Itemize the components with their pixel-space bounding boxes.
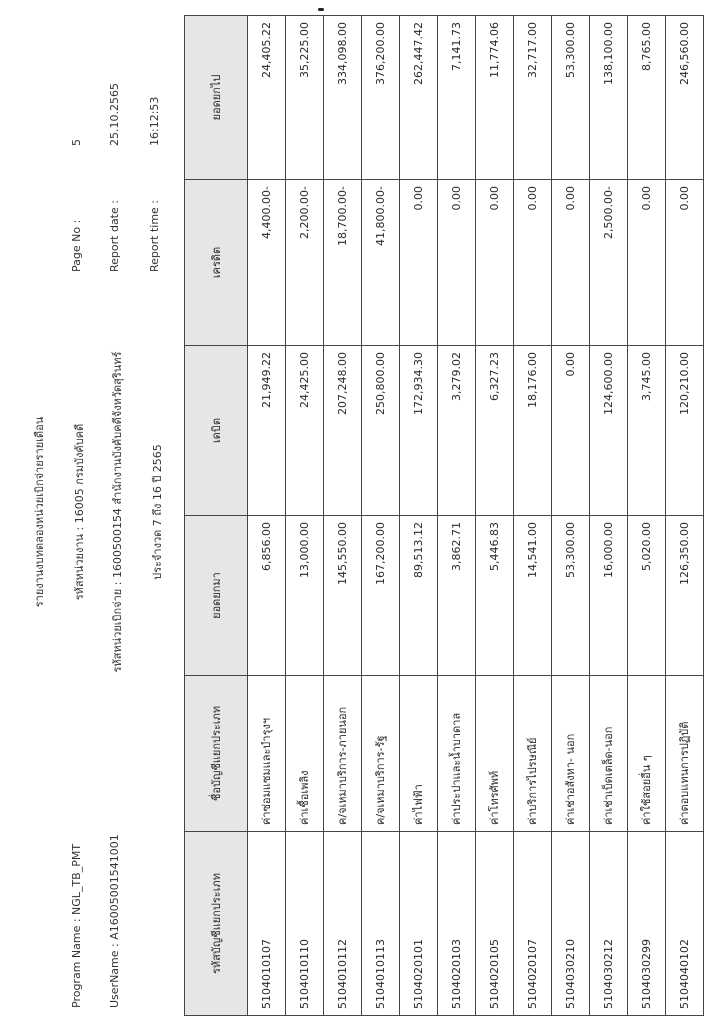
- table-header-row: [185, 16, 248, 1016]
- cell-credit: 0.00: [514, 180, 552, 346]
- cell-debit: 3,279.02: [438, 346, 476, 516]
- cell-account-name: ค/จเหมาบริการ-ภายนอก: [324, 676, 362, 832]
- cell-carried-forward: 32,717.00: [514, 16, 552, 180]
- cell-brought-forward: 145,550.00: [324, 516, 362, 676]
- scan-speck: [318, 8, 324, 11]
- col-header-credit: เครดิต: [185, 180, 248, 346]
- cell-account-code: 5104020105: [476, 832, 514, 1016]
- cell-credit: 0.00: [438, 180, 476, 346]
- cell-debit: 124,600.00: [590, 346, 628, 516]
- cell-brought-forward: 13,000.00: [286, 516, 324, 676]
- cell-credit: 0.00: [552, 180, 590, 346]
- page-no-label: Page No :: [70, 219, 83, 272]
- report-date-value: 25.10.2565: [108, 83, 121, 146]
- cell-carried-forward: 334,098.00: [324, 16, 362, 180]
- cell-brought-forward: 5,446.83: [476, 516, 514, 676]
- cell-debit: 250,800.00: [362, 346, 400, 516]
- cell-brought-forward: 14,541.00: [514, 516, 552, 676]
- report-date-label: Report date :: [108, 200, 121, 272]
- cell-carried-forward: 8,765.00: [628, 16, 666, 180]
- cell-account-code: 5104010110: [286, 832, 324, 1016]
- table-row: [248, 16, 286, 1016]
- table-row: [590, 16, 628, 1016]
- cell-debit: 207,248.00: [324, 346, 362, 516]
- cell-debit: 6,327.23: [476, 346, 514, 516]
- cell-account-code: 5104010113: [362, 832, 400, 1016]
- cell-account-name: ค่าใช้สอยอื่น ๆ: [628, 676, 666, 832]
- cell-account-name: ค่าโทรศัพท์: [476, 676, 514, 832]
- cell-account-name: ค่าเช่าอสังหา- นอก: [552, 676, 590, 832]
- table-body: [248, 16, 704, 1016]
- cell-brought-forward: 89,513.12: [400, 516, 438, 676]
- cell-account-code: 5104030210: [552, 832, 590, 1016]
- cell-brought-forward: 53,300.00: [552, 516, 590, 676]
- table-row: [666, 16, 704, 1016]
- cell-account-name: ค่าประปาและน้ำบาดาล: [438, 676, 476, 832]
- cell-brought-forward: 3,862.71: [438, 516, 476, 676]
- col-header-account-name: ชื่อบัญชีแยกประเภท: [185, 676, 248, 832]
- cell-account-code: 5104010107: [248, 832, 286, 1016]
- table-row: [286, 16, 324, 1016]
- table-row: [324, 16, 362, 1016]
- cell-brought-forward: 6,856.00: [248, 516, 286, 676]
- table-row: [552, 16, 590, 1016]
- cell-credit: 0.00: [400, 180, 438, 346]
- cell-brought-forward: 5,020.00: [628, 516, 666, 676]
- period: ประจำงวด 7 ถึง 16 ปี 2565: [151, 444, 164, 580]
- username-text: UserName : A1600500154​1001: [108, 834, 121, 1008]
- disbursing-unit: รหัสหน่วยเบิกจ่าย : 1600500154 สำนักงานบังคับคดีจังหวัดสุรินทร์: [111, 351, 124, 673]
- table-row: [438, 16, 476, 1016]
- page-no-value: 5: [70, 139, 83, 146]
- table-row: [476, 16, 514, 1016]
- cell-carried-forward: 138,100.00: [590, 16, 628, 180]
- cell-debit: 3,745.00: [628, 346, 666, 516]
- trial-balance-table: [184, 15, 704, 1016]
- cell-carried-forward: 376,200.00: [362, 16, 400, 180]
- cell-debit: 24,425.00: [286, 346, 324, 516]
- cell-credit: 0.00: [666, 180, 704, 346]
- cell-credit: 18,700.00-: [324, 180, 362, 346]
- cell-account-name: ค่าไฟฟ้า: [400, 676, 438, 832]
- cell-account-code: 5104040102: [666, 832, 704, 1016]
- cell-account-code: 5104030212: [590, 832, 628, 1016]
- cell-account-code: 5104020101: [400, 832, 438, 1016]
- cell-brought-forward: 167,200.00: [362, 516, 400, 676]
- cell-debit: 120,210.00: [666, 346, 704, 516]
- cell-account-name: ค่าเช่าเบ็ดเตล็ด-นอก: [590, 676, 628, 832]
- cell-account-name: ค่าตอบแทนการปฏิบัติ: [666, 676, 704, 832]
- cell-account-code: 5104020103: [438, 832, 476, 1016]
- cell-account-code: 5104010112: [324, 832, 362, 1016]
- cell-credit: 0.00: [476, 180, 514, 346]
- table-row: [514, 16, 552, 1016]
- program-name-text: Program Name : NGL_TB_PMT: [70, 843, 83, 1008]
- col-header-carried-forward: ยอดยกไป: [185, 16, 248, 180]
- cell-debit: 18,176.00: [514, 346, 552, 516]
- cell-credit: 41,800.00-: [362, 180, 400, 346]
- cell-brought-forward: 126,350.00: [666, 516, 704, 676]
- cell-account-name: ค่าซ่อมแซมและบำรุงฯ: [248, 676, 286, 832]
- cell-carried-forward: 262,447.42: [400, 16, 438, 180]
- cell-credit: 4,400.00-: [248, 180, 286, 346]
- cell-debit: 172,934.30: [400, 346, 438, 516]
- report-time-value: 16:12:53: [148, 96, 161, 146]
- cell-debit: 0.00: [552, 346, 590, 516]
- cell-carried-forward: 35,225.00: [286, 16, 324, 180]
- cell-brought-forward: 16,000.00: [590, 516, 628, 676]
- cell-carried-forward: 11,774.06: [476, 16, 514, 180]
- col-header-brought-forward: ยอดยกมา: [185, 516, 248, 676]
- report-time-label: Report time :: [148, 199, 161, 272]
- col-header-debit: เดบิต: [185, 346, 248, 516]
- col-header-account-code: รหัสบัญชีแยกประเภท: [185, 832, 248, 1016]
- cell-carried-forward: 24,405.22: [248, 16, 286, 180]
- table-row: [362, 16, 400, 1016]
- report-title: รายงานงบทดลองหน่วยเบิกจ่ายรายเดือน: [33, 416, 46, 608]
- cell-carried-forward: 53,300.00: [552, 16, 590, 180]
- cell-debit: 21,949.22: [248, 346, 286, 516]
- agency-code: รหัสหน่วยงาน : 16005 กรมบังคับคดี: [73, 423, 86, 601]
- cell-account-name: ค่าบริการไปรษณีย์: [514, 676, 552, 832]
- cell-credit: 0.00: [628, 180, 666, 346]
- cell-account-name: ค่าเชื้อเพลิง: [286, 676, 324, 832]
- cell-account-name: ค/จเหมาบริการ-รัฐ: [362, 676, 400, 832]
- cell-account-code: 5104030299: [628, 832, 666, 1016]
- cell-credit: 2,500.00-: [590, 180, 628, 346]
- cell-credit: 2,200.00-: [286, 180, 324, 346]
- cell-carried-forward: 7,141.73: [438, 16, 476, 180]
- cell-account-code: 5104020107: [514, 832, 552, 1016]
- table-row: [628, 16, 666, 1016]
- cell-carried-forward: 246,560.00: [666, 16, 704, 180]
- table-row: [400, 16, 438, 1016]
